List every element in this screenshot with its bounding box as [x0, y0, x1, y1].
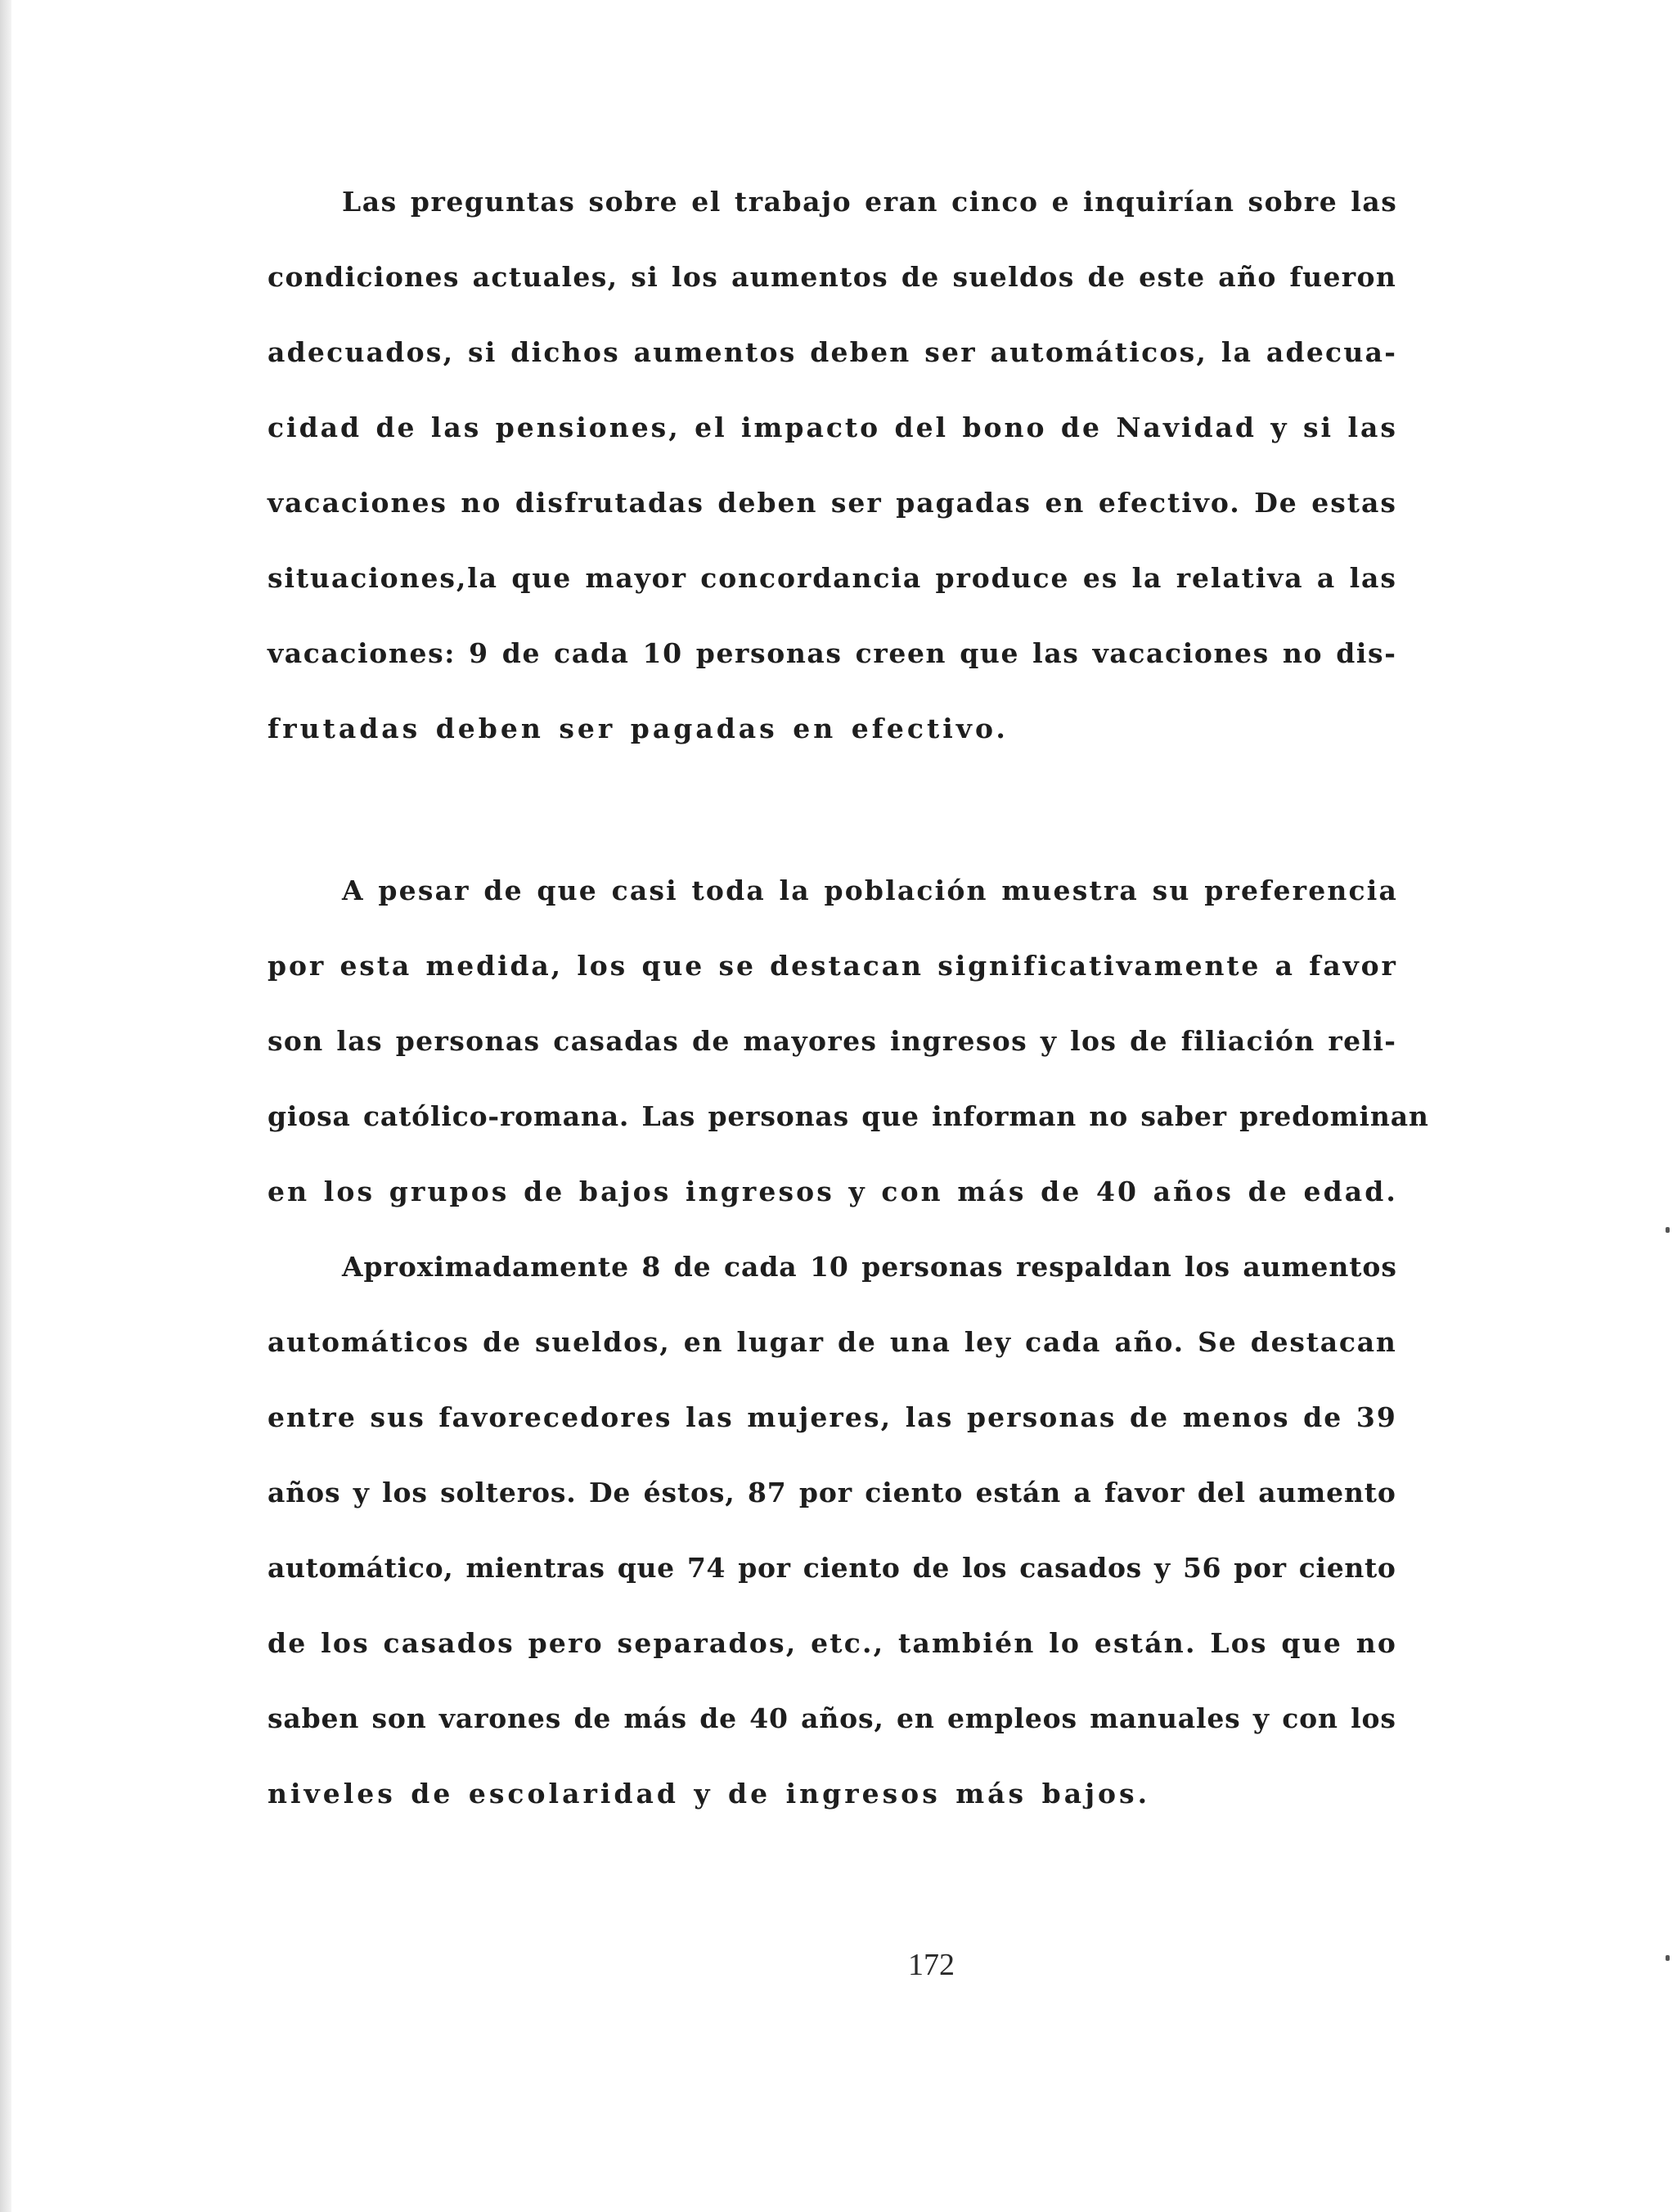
paragraph-3-line-1: Aproximadamente 8 de cada 10 personas respaldan los aumentos	[342, 1251, 1397, 1283]
paragraph-3-line-6: de los casados pero separados, etc., también lo están. Los que no	[268, 1627, 1398, 1659]
paragraph-3-line-8: niveles de escolaridad y de ingresos más bajos.	[268, 1778, 1151, 1810]
scan-speck	[1666, 1227, 1670, 1233]
paragraph-3-line-3: entre sus favorecedores las mujeres, las personas de menos de 39	[268, 1401, 1397, 1433]
paragraph-2-line-1: A pesar de que casi toda la población muestra su preferencia	[342, 874, 1399, 906]
paragraph-1-line-3: adecuados, si dichos aumentos deben ser automáticos, la adecua-	[268, 336, 1398, 368]
paragraph-3-line-5: automático, mientras que 74 por ciento de los casados y 56 por ciento	[268, 1552, 1396, 1584]
paragraph-1-line-8: frutadas deben ser pagadas en efectivo.	[268, 713, 1009, 744]
paragraph-3-line-7: saben son varones de más de 40 años, en empleos manuales y con los	[268, 1702, 1396, 1734]
paragraph-1-line-5: vacaciones no disfrutadas deben ser pagadas en efectivo. De estas	[268, 487, 1397, 519]
paragraph-2-line-4: giosa católico-romana. Las personas que informan no saber predominan	[268, 1100, 1429, 1132]
paragraph-1-line-4: cidad de las pensiones, el impacto del bono de Navidad y si las	[268, 411, 1398, 443]
paragraph-2-line-3: son las personas casadas de mayores ingresos y los de filiación reli-	[268, 1025, 1397, 1057]
paragraph-1-line-7: vacaciones: 9 de cada 10 personas creen que las vacaciones no dis-	[268, 637, 1397, 669]
paragraph-3-line-2: automáticos de sueldos, en lugar de una ley cada año. Se destacan	[268, 1326, 1397, 1358]
paragraph-2-line-5: en los grupos de bajos ingresos y con más de 40 años de edad.	[268, 1176, 1398, 1207]
paragraph-3-line-4: años y los solteros. De éstos, 87 por ciento están a favor del aumento	[268, 1477, 1396, 1508]
paragraph-1-line-2: condiciones actuales, si los aumentos de sueldos de este año fueron	[268, 261, 1397, 293]
scan-speck	[1666, 1955, 1670, 1961]
page-number: 172	[908, 1948, 955, 1982]
paragraph-2-line-2: por esta medida, los que se destacan significativamente a favor	[268, 950, 1398, 982]
paragraph-1-line-6: situaciones,la que mayor concordancia produce es la relativa a las	[268, 562, 1397, 594]
paragraph-1-line-1: Las preguntas sobre el trabajo eran cinco e inquirían sobre las	[342, 186, 1398, 218]
